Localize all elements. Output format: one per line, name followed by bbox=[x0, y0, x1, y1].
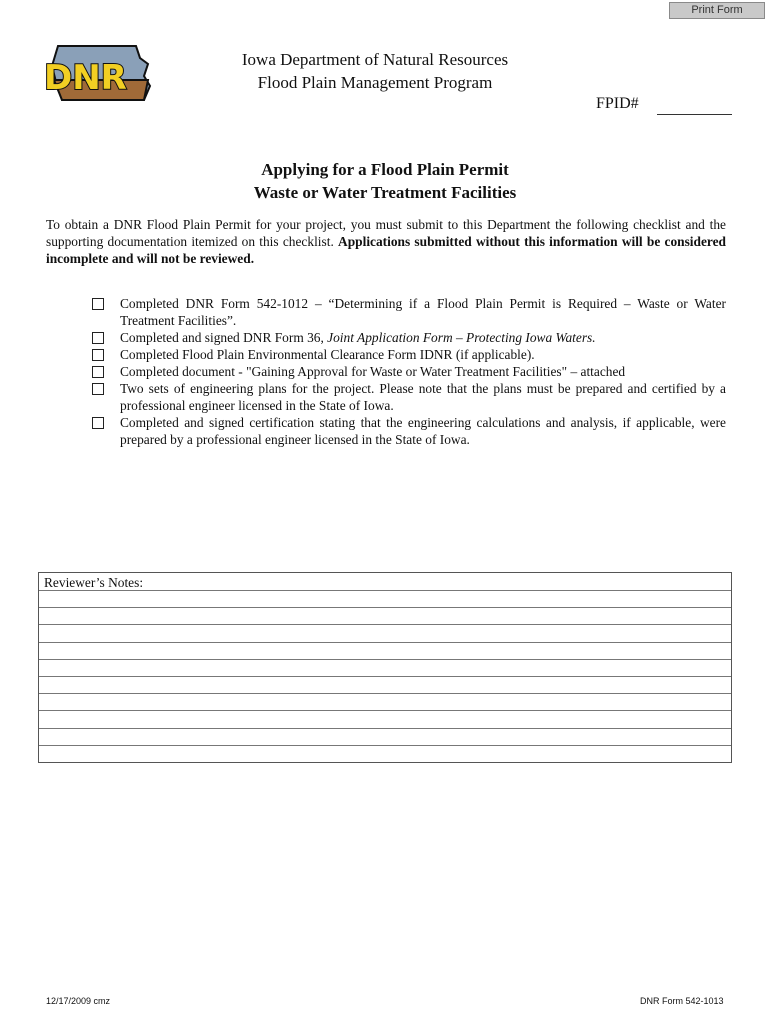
checklist-item bbox=[92, 380, 726, 414]
checkbox[interactable] bbox=[92, 349, 104, 361]
checklist-item-text-plain: Completed and signed DNR Form 36, bbox=[120, 330, 328, 345]
agency-name: Iowa Department of Natural Resources bbox=[241, 50, 509, 69]
checklist-item bbox=[92, 414, 726, 448]
intro-warning: Applications submitted without this information will be considered incomplete and will not be reviewed. bbox=[46, 234, 726, 266]
reviewer-notes-box[interactable] bbox=[38, 572, 732, 763]
fpid-field[interactable] bbox=[657, 114, 732, 115]
checklist-item-text: Completed document - "Gaining Approval for Waste or Water Treatment Facilities" – attached bbox=[120, 364, 626, 379]
reviewer-notes-label: Reviewer’s Notes: bbox=[39, 573, 731, 591]
notes-line[interactable] bbox=[39, 711, 731, 728]
checkbox[interactable] bbox=[92, 332, 104, 344]
checklist-item bbox=[92, 363, 726, 380]
notes-line[interactable] bbox=[39, 625, 731, 642]
notes-line[interactable] bbox=[39, 694, 731, 711]
intro-text: To obtain a DNR Flood Plain Permit for your project, you must submit to this Department the following checklist and the supporting documentation itemized on this checklist. bbox=[46, 217, 726, 249]
notes-line[interactable] bbox=[39, 608, 731, 625]
title-line-1: Applying for a Flood Plain Permit bbox=[261, 160, 509, 179]
notes-line[interactable] bbox=[39, 677, 731, 694]
requirements-checklist bbox=[92, 295, 726, 448]
program-name: Flood Plain Management Program bbox=[257, 73, 493, 92]
page-title bbox=[100, 158, 670, 204]
checklist-item bbox=[92, 346, 726, 363]
print-form-button[interactable]: Print Form bbox=[669, 2, 765, 19]
dnr-logo bbox=[40, 42, 152, 110]
checklist-item-text: Two sets of engineering plans for the project. Please note that the plans must be prepared and certified by a professional engineer licensed in the State of Iowa. bbox=[120, 381, 726, 413]
notes-line[interactable] bbox=[39, 643, 731, 660]
checklist-item-text bbox=[120, 329, 726, 346]
logo-letters: DNR bbox=[44, 58, 127, 98]
checkbox[interactable] bbox=[92, 417, 104, 429]
notes-line[interactable] bbox=[39, 660, 731, 677]
fpid-label: FPID# bbox=[596, 95, 639, 112]
checklist-item bbox=[92, 295, 726, 329]
notes-line[interactable] bbox=[39, 729, 731, 746]
agency-header bbox=[150, 48, 600, 94]
title-line-2: Waste or Water Treatment Facilities bbox=[253, 183, 517, 202]
notes-line[interactable] bbox=[39, 591, 731, 608]
checklist-item-text: Completed Flood Plain Environmental Clearance Form IDNR (if applicable). bbox=[120, 347, 535, 362]
footer-date: 12/17/2009 cmz bbox=[46, 996, 111, 1006]
checkbox[interactable] bbox=[92, 366, 104, 378]
checklist-item-text-italic: Joint Application Form – Protecting Iowa Waters. bbox=[327, 330, 596, 345]
checklist-item bbox=[92, 329, 726, 346]
checklist-item-text: Completed and signed certification stating that the engineering calculations and analysis, if applicable, were prepared by a professional engineer licensed in the State of Iowa. bbox=[120, 415, 726, 447]
footer-form-number: DNR Form 542-1013 bbox=[640, 996, 724, 1006]
checkbox[interactable] bbox=[92, 298, 104, 310]
checkbox[interactable] bbox=[92, 383, 104, 395]
intro-paragraph bbox=[46, 216, 726, 267]
notes-line[interactable] bbox=[39, 746, 731, 763]
checklist-item-text: Completed DNR Form 542-1012 – “Determining if a Flood Plain Permit is Required – Waste or Water Treatment Facilities”. bbox=[120, 296, 726, 328]
